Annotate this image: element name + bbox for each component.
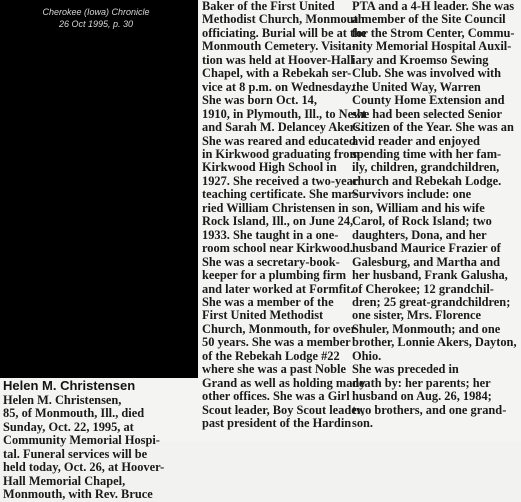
article-line: Scout leader, Boy Scout leader, [202, 402, 365, 417]
article-line: She was preceded in [352, 362, 459, 377]
article-line: Community Memorial Hospi- [3, 433, 160, 448]
article-line: nity Memorial Hospital Auxil- [352, 39, 512, 54]
article-line: iary and Kroemso Sewing [352, 52, 489, 67]
black-photo-area [0, 0, 198, 378]
article-line: one sister, Mrs. Florence [352, 308, 482, 323]
article-line: avid reader and enjoyed [352, 133, 480, 148]
article-line: her husband, Frank Galusha, [352, 268, 508, 283]
article-line: 1927. She received a two-year [202, 173, 359, 188]
article-line: Baker of the First United [202, 0, 335, 13]
article-line: son, William and his wife [352, 200, 485, 215]
article-line: Kirkwood High School in [202, 160, 337, 175]
article-column-3 [352, 0, 518, 431]
article-line: Sunday, Oct. 22, 1995, at [3, 419, 134, 434]
article-line: Hall Memorial Chapel, [3, 473, 126, 488]
article-line: Carol, of Rock Island; two [352, 214, 492, 229]
article-line: and Sarah M. Delancey Akers. [202, 120, 364, 135]
article-line: Helen M. Christensen, [3, 393, 122, 407]
article-line: She was a member of the [202, 294, 334, 309]
article-line: held today, Oct. 26, at Hoover- [3, 460, 165, 475]
article-line: of the Rebekah Lodge #22 [202, 348, 340, 363]
article-line: she had been selected Senior [352, 106, 503, 121]
article-line: 50 years. She was a member [202, 335, 351, 350]
article-line: PTA and a 4-H leader. She was [352, 0, 515, 13]
article-line: Church, Monmouth, for over [202, 321, 357, 336]
article-line: church and Rebekah Lodge. [352, 173, 502, 188]
article-line: where she was a past Noble [202, 362, 346, 377]
source-caption [16, 6, 176, 30]
article-line: Monmouth, with Rev. Bruce [3, 487, 153, 502]
article-line: vice at 8 p.m. on Wednesday. [202, 79, 354, 94]
article-line: Club. She was involved with [352, 66, 502, 81]
source-caption-line: 26 Oct 1995, p. 30 [58, 19, 134, 29]
article-line: son. [352, 416, 374, 431]
article-line: teaching certificate. She mar- [202, 187, 358, 202]
article-line: room school near Kirkwood. [202, 241, 353, 256]
article-line: County Home Extension and [352, 93, 505, 108]
article-line: Survivors include: one [352, 187, 472, 202]
article-line: death by: her parents; her [352, 375, 491, 390]
article-line: past president of the Hardin [202, 416, 352, 431]
article-line: and later worked at Formfit. [202, 281, 354, 296]
article-line: 85, of Monmouth, Ill., died [3, 406, 145, 421]
article-line: She was born Oct. 14, [202, 93, 317, 108]
article-line: the United Way, Warren [352, 79, 481, 94]
article-line: keeper for a plumbing firm [202, 268, 347, 283]
article-column-1 [3, 394, 198, 502]
article-line: She was a secretary-book- [202, 254, 340, 269]
article-line: Ohio. [352, 348, 382, 363]
obituary-headline: Helen M. Christensen [3, 378, 136, 393]
article-line: Galesburg, and Martha and [352, 254, 501, 269]
article-line: two brothers, and one grand- [352, 402, 507, 417]
article-line: tion was held at Hoover-Hall [202, 52, 354, 67]
article-line: First United Methodist [202, 308, 324, 323]
article-line: ily, children, grandchildren, [352, 160, 500, 175]
article-line: She was reared and educated [202, 133, 356, 148]
article-line: daughters, Dona, and her [352, 227, 487, 242]
article-line: for the Strom Center, Commu- [352, 25, 515, 40]
article-line: Citizen of the Year. She was an [352, 120, 514, 135]
article-line: tal. Funeral services will be [3, 446, 148, 461]
source-caption-line: Cherokee (Iowa) Chronicle [42, 7, 150, 17]
article-line: Shuler, Monmouth; and one [352, 321, 501, 336]
article-line: a member of the Site Council [352, 12, 506, 27]
article-line: dren; 25 great-grandchildren; [352, 294, 511, 309]
article-line: in Kirkwood graduating from [202, 146, 360, 161]
article-line: husband Maurice Frazier of [352, 241, 501, 256]
article-line: Monmouth Cemetery. Visita- [202, 39, 356, 54]
article-line: Methodist Church, Monmouth [202, 12, 365, 27]
article-line: Grand as well as holding many [202, 375, 366, 390]
article-line: Rock Island, Ill., on June 24, [202, 214, 354, 229]
article-line: other offices. She was a Girl [202, 389, 350, 404]
article-line: husband on Aug. 26, 1984; [352, 389, 492, 404]
article-line: 1910, in Plymouth, Ill., to Newt [202, 106, 367, 121]
article-line: officiating. Burial will be at the [202, 25, 367, 40]
article-line: brother, Lonnie Akers, Dayton, [352, 335, 517, 350]
article-line: of Cherokee; 12 grandchil- [352, 281, 494, 296]
article-line: ried William Christensen in [202, 200, 349, 215]
article-line: spending time with her fam- [352, 146, 502, 161]
article-line: 1933. She taught in a one- [202, 227, 339, 242]
article-line: Chapel, with a Rebekah ser- [202, 66, 352, 81]
